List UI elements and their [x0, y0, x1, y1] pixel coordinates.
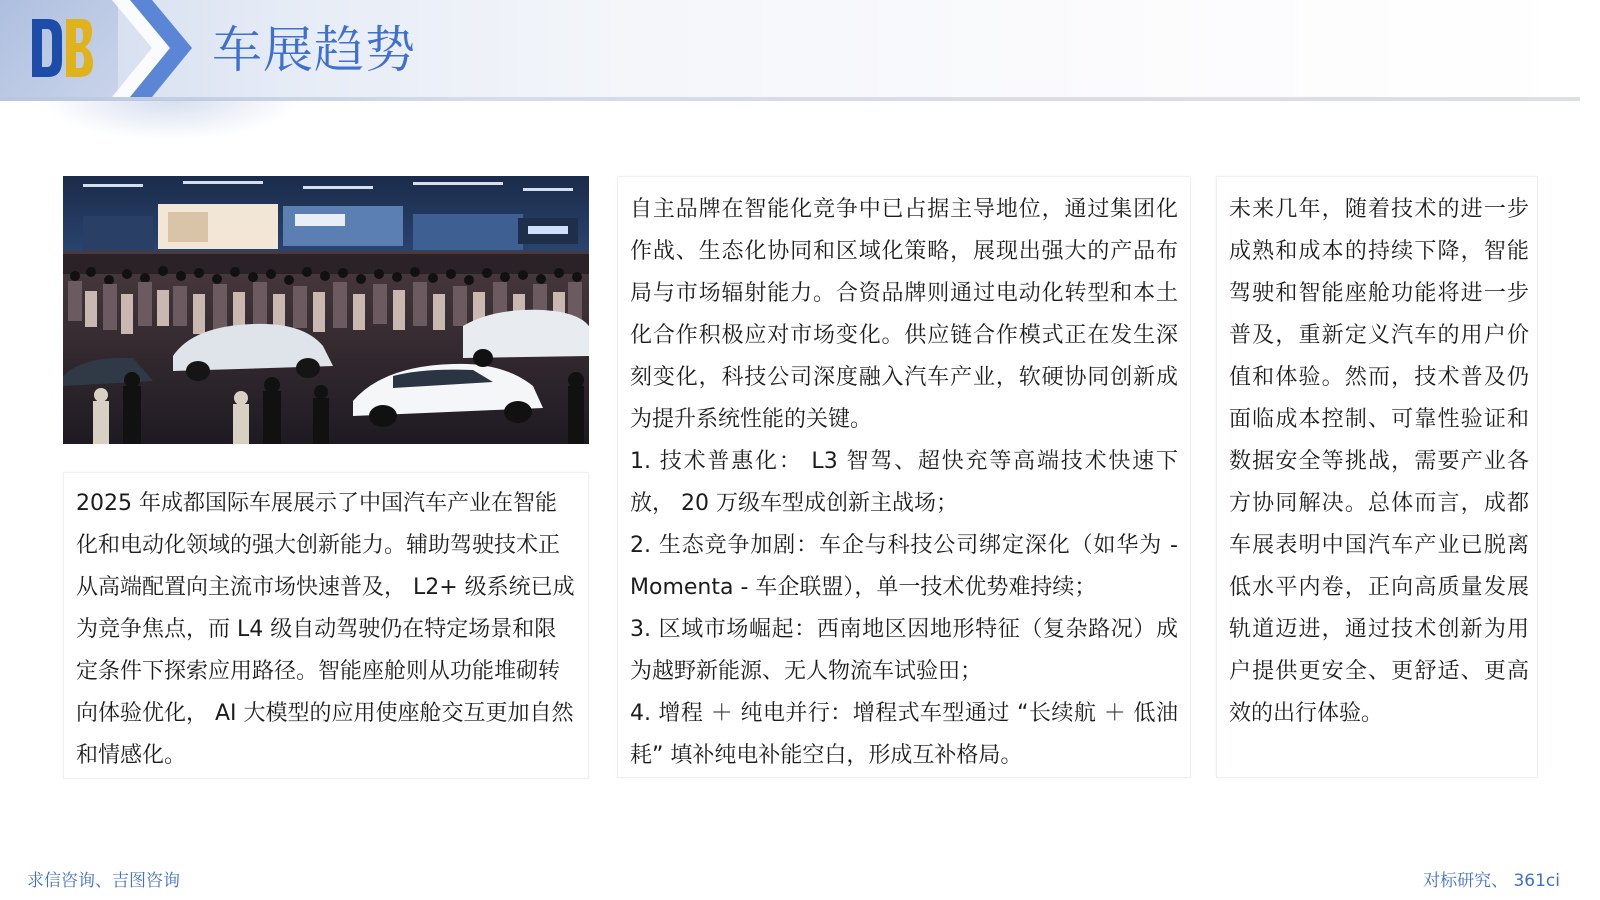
trend-point-2: 2. 生态竞争加剧：车企与科技公司绑定深化（如华为 - Momenta - 车企联盟），单一技术优势难持续；: [630, 533, 1178, 600]
outlook-card: [1216, 176, 1538, 778]
chevron-arrow-icon: [108, 0, 194, 97]
trend-point-1: 1. 技术普惠化： L3 智驾、超快充等高端技术快速下放， 20 万级车型成创新主战场；: [630, 449, 1178, 516]
trend-point-3: 3. 区域市场崛起：西南地区因地形特征（复杂路况）成为越野新能源、无人物流车试验田；: [630, 617, 1178, 684]
auto-show-photo: [63, 176, 589, 444]
header-glow: [40, 100, 300, 140]
footer-credit: 对标研究、 361ci: [1423, 871, 1560, 891]
trends-intro: 自主品牌在智能化竞争中已占据主导地位，通过集团化作战、生态化协同和区域化策略，展现出强大的产品布局与市场辐射能力。合资品牌则通过电动化转型和本土化合作积极应对市场变化。供应链合作模式正在发生深刻变化，科技公司深度融入汽车产业，软硬协同创新成为提升系统性能的关键。: [630, 197, 1178, 432]
trends-card: [617, 176, 1191, 778]
outlook-text: 未来几年，随着技术的进一步成熟和成本的持续下降，智能驾驶和智能座舱功能将进一步普及，重新定义汽车的用户价值和体验。然而，技术普及仍面临成本控制、可靠性验证和数据安全等挑战，需要产业各方协同解决。总体而言，成都车展表明中国汽车产业已脱离低水平内卷，正向高质量发展轨道迈进，通过技术创新为用户提供更安全、更舒适、更高效的出行体验。: [1229, 197, 1529, 726]
logo-block: [0, 0, 118, 97]
page-title: 车展趋势: [212, 21, 416, 79]
summary-text: 2025 年成都国际车展展示了中国汽车产业在智能化和电动化领域的强大创新能力。辅助驾驶技术正从高端配置向主流市场快速普及， L2+ 级系统已成为竞争焦点，而 L4 级自动驾驶仍在特定场景和限定条件下探索应用路径。智能座舱则从功能堆砌转向体验优化， AI 大模型的应用使座舱交互更加自然和情感化。: [76, 491, 575, 768]
summary-card: [63, 472, 589, 779]
db-logo-icon: [30, 15, 96, 81]
footer-source: 求信咨询、吉图咨询: [27, 871, 180, 891]
trend-point-4: 4. 增程 ＋ 纯电并行：增程式车型通过 “长续航 ＋ 低油耗” 填补纯电补能空白，形成互补格局。: [630, 701, 1178, 768]
